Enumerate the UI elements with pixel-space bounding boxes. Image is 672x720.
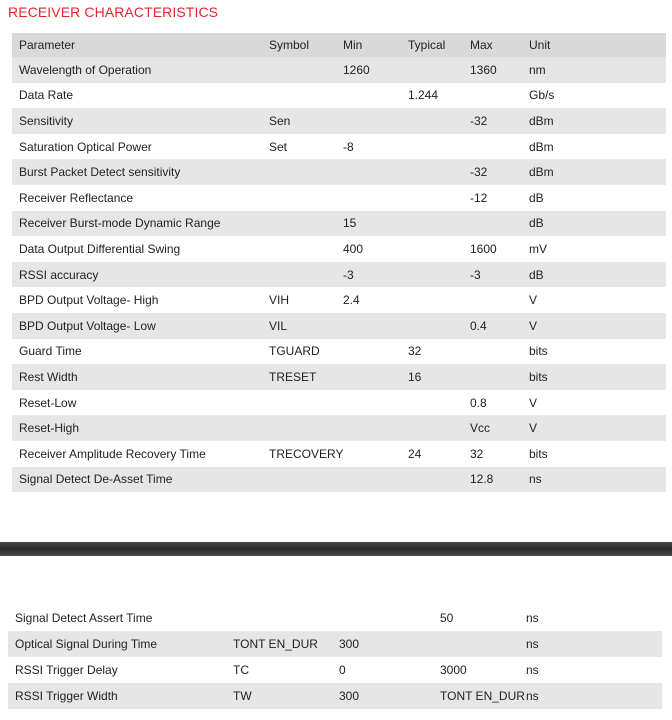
unit-cell: dBm [529, 113, 554, 128]
max-cell: Vcc [470, 421, 491, 436]
parameter-cell: Reset-Low [19, 395, 77, 410]
max-cell: 1600 [470, 241, 497, 256]
table-row [12, 134, 666, 160]
table-row [12, 185, 666, 211]
unit-cell: V [529, 318, 538, 333]
parameter-cell: Rest Width [19, 369, 78, 384]
max-cell: -32 [470, 113, 488, 128]
symbol-cell: TC [233, 663, 249, 677]
table-row [12, 159, 666, 185]
table-row [12, 415, 666, 441]
page-divider [0, 542, 672, 556]
table-row [12, 390, 666, 416]
parameter-cell: Receiver Burst-mode Dynamic Range [19, 216, 221, 231]
min-cell: 300 [339, 689, 360, 703]
max-cell: 1360 [470, 62, 497, 77]
typical-cell: 24 [408, 446, 422, 461]
header-unit: Unit [529, 38, 551, 52]
parameter-cell: Signal Detect Assert Time [15, 611, 153, 625]
parameter-cell: Reset-High [19, 421, 80, 436]
typical-cell: 16 [408, 369, 422, 384]
max-cell: 3000 [440, 663, 467, 677]
unit-cell: bits [529, 369, 548, 384]
parameter-cell: Receiver Amplitude Recovery Time [19, 446, 206, 461]
max-cell: 12.8 [470, 472, 494, 487]
table-row [12, 339, 666, 365]
unit-cell: mV [529, 241, 547, 256]
unit-cell: V [529, 395, 538, 410]
parameter-cell: RSSI accuracy [19, 267, 99, 282]
unit-cell: dB [529, 190, 544, 205]
parameter-cell: Burst Packet Detect sensitivity [19, 165, 181, 180]
parameter-cell: Wavelength of Operation [19, 62, 152, 77]
table-row [8, 631, 662, 657]
unit-cell: V [529, 421, 538, 436]
max-cell: 0.8 [470, 395, 487, 410]
max-cell: -12 [470, 190, 488, 205]
max-cell: -32 [470, 165, 488, 180]
table-row [12, 441, 666, 467]
min-cell: -3 [343, 267, 354, 282]
unit-cell: bits [529, 446, 548, 461]
min-cell: -8 [343, 139, 354, 154]
unit-cell: ns [526, 689, 539, 703]
symbol-cell: VIH [269, 293, 290, 308]
table-row [12, 364, 666, 390]
parameter-cell: Signal Detect De-Asset Time [19, 472, 173, 487]
receiver-characteristics-table [12, 33, 666, 492]
typical-cell: 1.244 [408, 88, 439, 103]
parameter-cell: Optical Signal During Time [15, 637, 158, 651]
header-typical: Typical [408, 38, 446, 52]
parameter-cell: Guard Time [19, 344, 82, 359]
unit-cell: ns [529, 472, 542, 487]
symbol-cell: TGUARD [269, 344, 320, 359]
unit-cell: dB [529, 216, 544, 231]
table-row [12, 57, 666, 83]
symbol-cell: TW [233, 689, 252, 703]
parameter-cell: RSSI Trigger Delay [15, 663, 118, 677]
header-parameter: Parameter [19, 38, 76, 52]
table-row [8, 657, 662, 683]
table-row [12, 236, 666, 262]
table-row [12, 108, 666, 134]
unit-cell: bits [529, 344, 548, 359]
typical-cell: 32 [408, 344, 422, 359]
unit-cell: ns [526, 611, 539, 625]
min-cell: 300 [339, 637, 360, 651]
max-cell: -3 [470, 267, 481, 282]
parameter-cell: BPD Output Voltage- High [19, 293, 159, 308]
min-cell: 15 [343, 216, 357, 231]
header-symbol: Symbol [269, 38, 310, 52]
min-cell: 0 [339, 663, 346, 677]
unit-cell: nm [529, 62, 546, 77]
symbol-cell: VIL [269, 318, 288, 333]
min-cell: 2.4 [343, 293, 360, 308]
symbol-cell: Sen [269, 113, 291, 128]
min-cell: 400 [343, 241, 364, 256]
unit-cell: ns [526, 637, 539, 651]
max-cell: 50 [440, 611, 454, 625]
symbol-cell: TRECOVERY [269, 446, 344, 461]
parameter-cell: RSSI Trigger Width [15, 689, 118, 703]
receiver-characteristics-table-continued [8, 605, 662, 709]
parameter-cell: Sensitivity [19, 113, 74, 128]
unit-cell: Gb/s [529, 88, 555, 103]
max-cell: 0.4 [470, 318, 487, 333]
unit-cell: V [529, 293, 538, 308]
unit-cell: dBm [529, 165, 554, 180]
header-min: Min [343, 38, 363, 52]
symbol-cell: TRESET [269, 369, 317, 384]
table-row [12, 211, 666, 237]
table-row [8, 605, 662, 631]
max-cell: TONT EN_DUR [440, 689, 525, 703]
symbol-cell: Set [269, 139, 288, 154]
table-row [8, 683, 662, 709]
unit-cell: dB [529, 267, 544, 282]
table-row [12, 83, 666, 109]
parameter-cell: Saturation Optical Power [19, 139, 152, 154]
table-header-row [12, 33, 666, 57]
table-row [12, 467, 666, 493]
unit-cell: ns [526, 663, 539, 677]
symbol-cell: TONT EN_DUR [233, 637, 318, 651]
parameter-cell: Data Output Differential Swing [19, 241, 181, 256]
max-cell: 32 [470, 446, 484, 461]
section-title: RECEIVER CHARACTERISTICS [8, 4, 219, 20]
header-max: Max [470, 38, 493, 52]
min-cell: 1260 [343, 62, 370, 77]
table-row [12, 287, 666, 313]
parameter-cell: BPD Output Voltage- Low [19, 318, 156, 333]
parameter-cell: Data Rate [19, 88, 74, 103]
unit-cell: dBm [529, 139, 554, 154]
table-row [12, 313, 666, 339]
parameter-cell: Receiver Reflectance [19, 190, 134, 205]
table-row [12, 262, 666, 288]
